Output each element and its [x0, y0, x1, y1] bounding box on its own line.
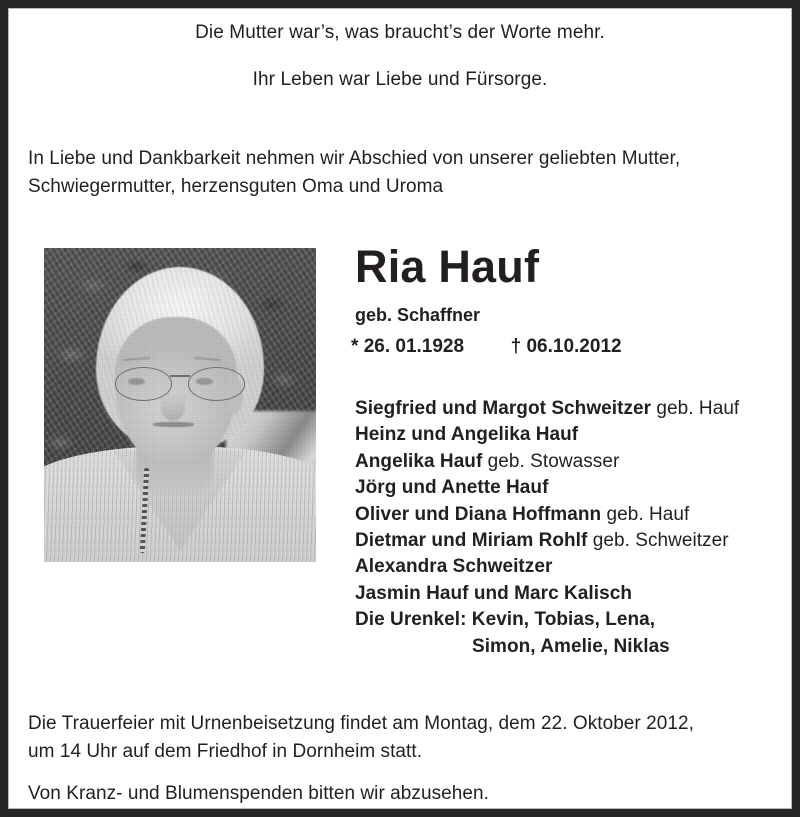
survivor-names: Jörg und Anette Hauf: [355, 477, 549, 499]
closing-line-3: Von Kranz- und Blumenspenden bitten wir abzusehen.: [28, 783, 489, 804]
survivor-names: Simon, Amelie, Niklas: [472, 635, 670, 657]
survivor-names: Oliver und Diana Hoffmann: [355, 503, 602, 525]
survivors-list: [355, 396, 739, 660]
deceased-name: Ria Hauf: [355, 241, 540, 292]
closing-line-1: Die Trauerfeier mit Urnenbeisetzung findet am Montag, dem 22. Oktober 2012,: [28, 713, 694, 734]
portrait-photo-frame: [36, 240, 324, 570]
survivor-names: Siegfried und Margot Schweitzer: [355, 398, 652, 419]
intro-line-1: In Liebe und Dankbarkeit nehmen wir Abschied von unserer geliebten Mutter,: [28, 148, 681, 169]
death-date: 06.10.2012: [526, 336, 622, 357]
closing-line-2: um 14 Uhr auf dem Friedhof in Dornheim statt.: [28, 741, 423, 762]
survivor-line: [355, 422, 739, 448]
verse-line-1: Die Mutter war’s, was braucht’s der Worte mehr.: [195, 22, 605, 43]
closing-paragraph: [28, 710, 778, 808]
deceased-dates: [351, 336, 622, 358]
survivor-maiden-name: geb. Hauf: [601, 503, 690, 525]
deceased-maiden-name: geb. Schaffner: [355, 305, 481, 325]
survivor-line: [355, 554, 739, 580]
photo-mouth: [153, 422, 194, 427]
survivor-names: Alexandra Schweitzer: [355, 556, 553, 578]
portrait-photo: [44, 248, 316, 562]
survivor-line: [355, 502, 739, 528]
survivor-maiden-name: geb. Stowasser: [482, 450, 620, 472]
survivor-maiden-name: geb. Schweitzer: [587, 530, 729, 552]
intro-paragraph: [28, 145, 768, 201]
survivor-line: [355, 581, 739, 607]
survivor-line: [355, 475, 739, 501]
survivor-line: [355, 528, 739, 554]
survivor-line: [355, 396, 739, 422]
intro-line-2: Schwiegermutter, herzensguten Oma und Uroma: [28, 176, 444, 197]
survivor-line: [355, 607, 739, 633]
birth-date: 26. 01.1928: [363, 336, 465, 357]
survivor-names: Jasmin Hauf und Marc Kalisch: [355, 582, 632, 604]
survivor-maiden-name: geb. Hauf: [651, 398, 740, 419]
survivor-names: Die Urenkel: Kevin, Tobias, Lena,: [355, 609, 656, 631]
photo-glasses-lens-right: [188, 367, 246, 400]
survivor-names: Angelika Hauf: [355, 450, 483, 472]
death-symbol: †: [510, 336, 522, 357]
survivor-names: Heinz und Angelika Hauf: [355, 424, 579, 446]
photo-glasses-bridge: [170, 375, 189, 377]
survivor-line: [355, 634, 739, 660]
notice-inner-panel: [8, 8, 792, 809]
birth-symbol: *: [351, 336, 359, 357]
verse-line-2: Ihr Leben war Liebe und Fürsorge.: [252, 69, 548, 90]
survivor-line: [355, 449, 739, 475]
photo-nose: [161, 392, 185, 420]
survivor-names: Dietmar und Miriam Rohlf: [355, 530, 588, 552]
